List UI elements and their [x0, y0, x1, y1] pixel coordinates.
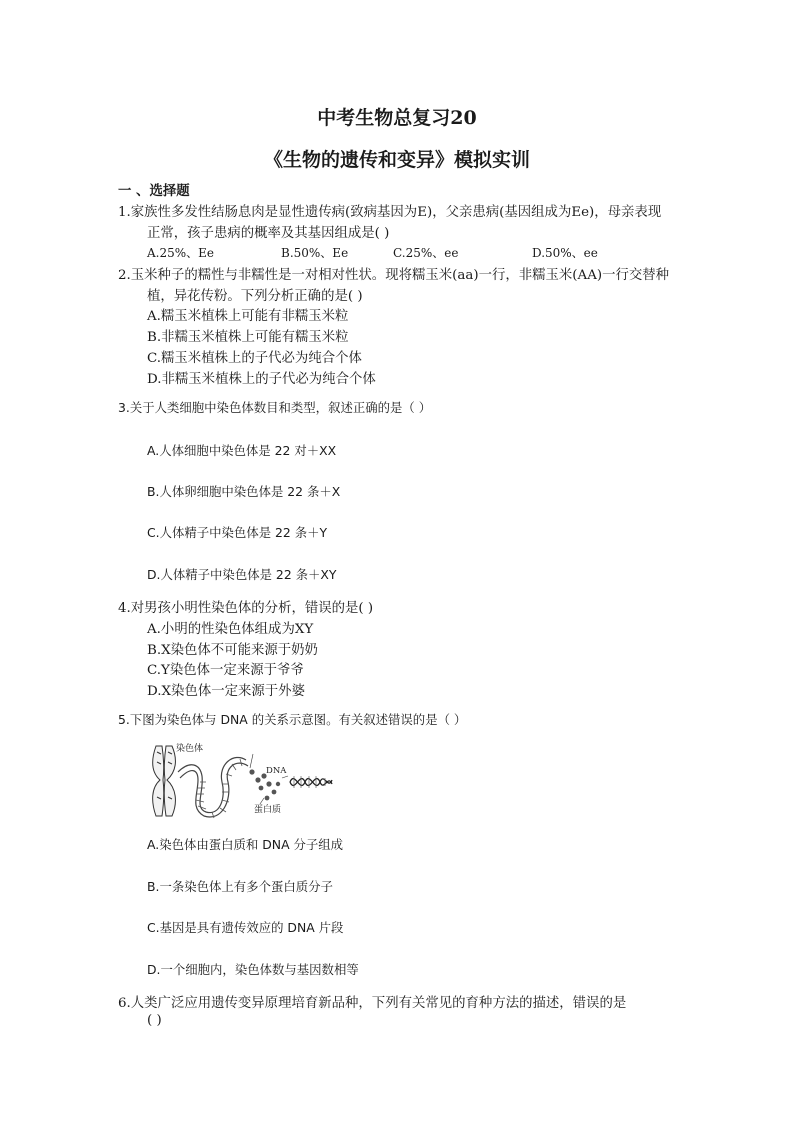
coil-rings: [196, 759, 242, 818]
label-chromosome: 染色体: [176, 744, 204, 754]
q2-stem-line1: 2.玉米种子的糯性与非糯性是一对相对性状。现将糯玉米(aa)一行，非糯玉米(AA)一行交替种: [118, 268, 670, 283]
q5-stem: 5.下图为染色体与 DNA 的关系示意图。有关叙述错误的是（ ）: [118, 712, 467, 727]
q3-option-b: B.人体卵细胞中染色体是 22 条＋X: [147, 484, 341, 499]
q2-option-b: B.非糯玉米植株上可能有糯玉米粒: [147, 330, 349, 345]
q1-option-c: C.25%、ee: [393, 246, 459, 260]
q5-option-b: B.一条染色体上有多个蛋白质分子: [147, 879, 333, 894]
q5-option-c: C.基因是具有遗传效应的 DNA 片段: [147, 920, 344, 935]
q6-stem-line1: 6.人类广泛应用遗传变异原理培育新品种，下列有关常见的育种方法的描述，错误的是: [118, 996, 627, 1011]
section-heading: 一 、选择题: [118, 183, 190, 199]
q3-option-c: C.人体精子中染色体是 22 条＋Y: [147, 525, 328, 540]
q1-stem-line2: 正常，孩子患病的概率及其基因组成是( ): [147, 226, 390, 241]
q2-option-c: C.糯玉米植株上的子代必为纯合个体: [147, 351, 362, 366]
q2-option-d: D.非糯玉米植株上的子代必为纯合个体: [147, 372, 376, 387]
q4-option-b: B.X染色体不可能来源于奶奶: [147, 643, 318, 658]
q1-option-b: B.50%、Ee: [281, 246, 349, 260]
page-title: 中考生物总复习20: [317, 107, 477, 129]
q6-stem-line2: ( ): [147, 1013, 162, 1028]
q3-stem: 3.关于人类细胞中染色体数目和类型，叙述正确的是（ ）: [118, 400, 432, 415]
label-dna: DNA: [266, 766, 287, 776]
q4-option-a: A.小明的性染色体组成为XY: [147, 622, 314, 637]
q4-option-d: D.X染色体一定来源于外婆: [147, 684, 305, 699]
dna-helix-shape: [290, 779, 332, 786]
q4-option-c: C.Y染色体一定来源于爷爷: [147, 663, 304, 678]
chromosome-dna-diagram: [150, 742, 335, 820]
page-subtitle: 《生物的遗传和变异》模拟实训: [263, 149, 530, 171]
chromosome-shape: [153, 746, 176, 816]
q2-option-a: A.糯玉米植株上可能有非糯玉米粒: [147, 309, 349, 324]
q1-option-a: A.25%、Ee: [147, 246, 215, 260]
q1-stem-line1: 1.家族性多发性结肠息肉是显性遗传病(致病基因为E)，父亲患病(基因组成为Ee)，母亲表现: [118, 205, 662, 220]
q2-stem-line2: 植，异花传粉。下列分析正确的是( ): [147, 289, 363, 304]
q5-option-a: A.染色体由蛋白质和 DNA 分子组成: [147, 837, 344, 852]
q1-option-d: D.50%、ee: [532, 246, 598, 260]
coiled-fiber-shape: [178, 757, 248, 817]
q5-option-d: D.一个细胞内，染色体数与基因数相等: [147, 962, 359, 977]
q3-option-d: D.人体精子中染色体是 22 条＋XY: [147, 567, 337, 582]
q4-stem: 4.对男孩小明性染色体的分析，错误的是( ): [118, 601, 374, 616]
q3-option-a: A.人体细胞中染色体是 22 对＋XX: [147, 443, 337, 458]
label-protein: 蛋白质: [254, 805, 282, 815]
